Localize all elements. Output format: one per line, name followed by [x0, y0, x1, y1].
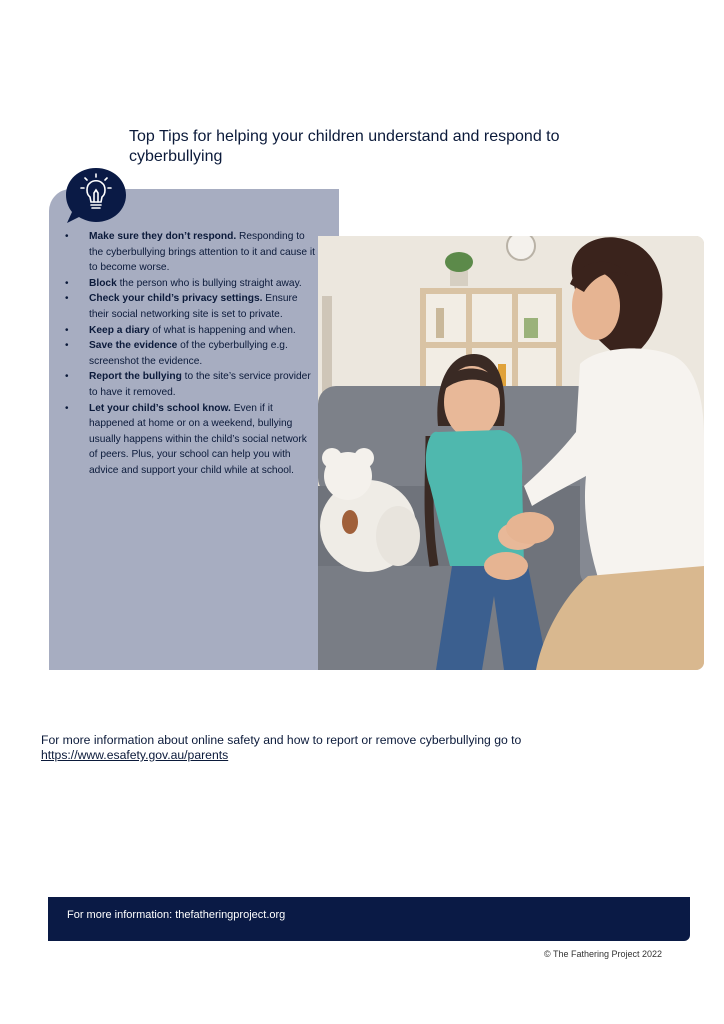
list-item: • Save the evidence of the cyberbullying e.g. screenshot the evidence.	[64, 338, 316, 369]
list-item: • Check your child’s privacy settings. Ensure their social networking site is set to private.	[64, 291, 316, 322]
list-item: • Block the person who is bullying straight away.	[64, 276, 316, 292]
page-title: Top Tips for helping your children understand and respond to cyberbullying	[129, 128, 560, 165]
list-item: • Make sure they don’t respond. Responding to the cyberbullying brings attention to it and cause it to become worse.	[64, 229, 316, 276]
list-item: • Report the bullying to the site’s service provider to have it removed.	[64, 369, 316, 400]
mother-daughter-photo	[318, 236, 704, 670]
more-info-paragraph	[41, 733, 681, 763]
tips-list	[64, 229, 316, 479]
footer-bar	[48, 897, 690, 941]
footer-text: For more information: thefatheringproject.org	[67, 909, 286, 921]
esafety-link[interactable]: https://www.esafety.gov.au/parents	[41, 748, 229, 762]
list-item: • Let your child’s school know. Even if it happened at home or on a weekend, bullying usually happens within the child’s social network of peers. Plus, your school can help you with advice and support your child while at school.	[64, 401, 316, 479]
lightbulb-icon	[64, 166, 128, 226]
more-info-text: For more information about online safety and how to report or remove cyberbullying go to	[41, 733, 522, 747]
list-item: • Keep a diary of what is happening and when.	[64, 323, 316, 339]
copyright-notice: © The Fathering Project 2022	[544, 949, 663, 959]
